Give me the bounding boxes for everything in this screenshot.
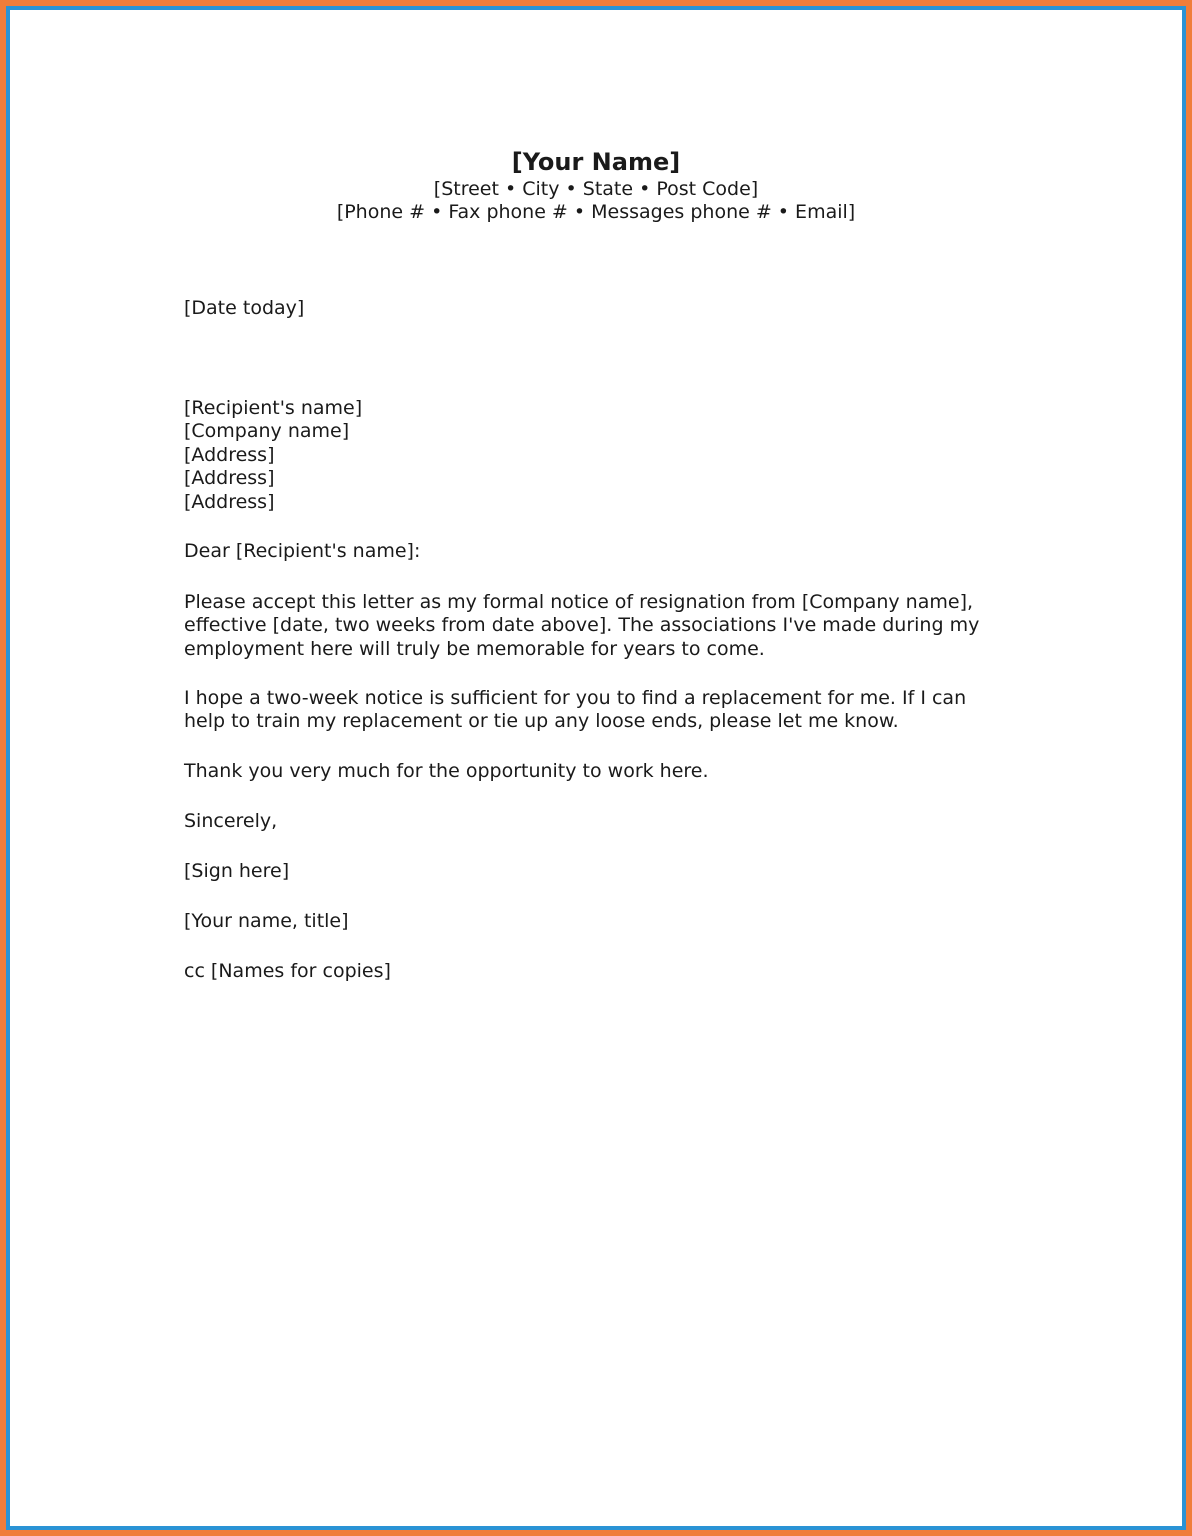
letter-date: [Date today] [184, 297, 305, 319]
body-paragraph-1-line: employment here will truly be memorable for years to come. [184, 638, 765, 660]
recipient-address-line: [Address] [184, 491, 275, 513]
recipient-name: [Recipient's name] [184, 397, 363, 419]
recipient-address-line: [Address] [184, 467, 275, 489]
body-paragraph-3: Thank you very much for the opportunity to work here. [184, 760, 709, 782]
recipient-address-line: [Address] [184, 444, 275, 466]
sender-name: [Your Name] [511, 148, 681, 176]
sender-address: [Street • City • State • Post Code] [433, 178, 759, 200]
body-paragraph-2-line: I hope a two-week notice is sufficient for you to find a replacement for me. If I can [184, 687, 967, 709]
body-paragraph-1-line: effective [date, two weeks from date above]. The associations I've made during my [184, 614, 980, 636]
salutation: Dear [Recipient's name]: [184, 540, 421, 562]
body-paragraph-1-line: Please accept this letter as my formal notice of resignation from [Company name], [184, 591, 974, 613]
signature-placeholder: [Sign here] [184, 860, 290, 882]
body-paragraph-2-line: help to train my replacement or tie up any loose ends, please let me know. [184, 710, 899, 732]
recipient-company: [Company name] [184, 420, 350, 442]
cc-line: cc [Names for copies] [184, 960, 391, 982]
sender-contact: [Phone # • Fax phone # • Messages phone # • Email] [336, 201, 856, 223]
signer-name-title: [Your name, title] [184, 910, 349, 932]
closing: Sincerely, [184, 810, 278, 832]
